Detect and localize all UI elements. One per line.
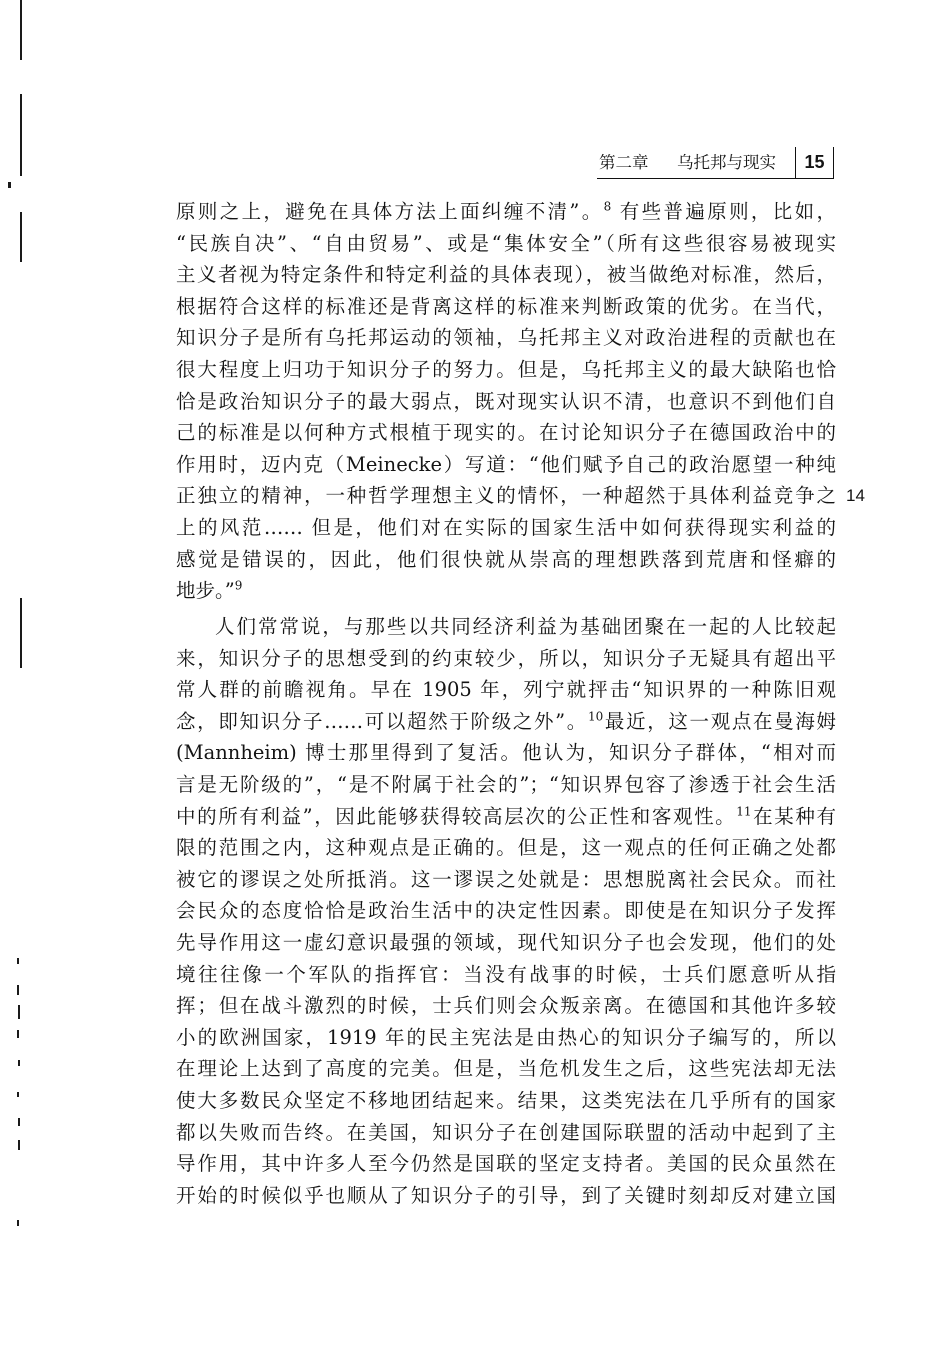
- text-line: 上的风范…… 但是，他们对在实际的国家生活中如何获得现实利益的: [176, 515, 836, 539]
- text-line: 己的标准是以何种方式根植于现实的。在讨论知识分子在德国政治中的: [176, 421, 836, 445]
- text-line: [176, 196, 836, 228]
- paragraph: [176, 196, 836, 607]
- scan-mark: [17, 1030, 19, 1038]
- footnote-ref: 8: [603, 199, 612, 214]
- footnote-ref: 10: [587, 709, 604, 724]
- text-line: 正独立的精神，一种哲学理想主义的情怀，一种超然于具体利益竞争之: [176, 484, 836, 508]
- chapter-title: 乌托邦与现实: [677, 153, 776, 172]
- text-line: 会民众的态度恰恰是政治生活中的决定性因素。即使是在知识分子发挥: [176, 899, 836, 923]
- text-line: 开始的时候似乎也顺从了知识分子的引导，到了关键时刻却反对建立国: [176, 1183, 836, 1207]
- text-segment: 在某种有: [751, 804, 836, 828]
- text-segment: 中的所有利益”，因此能够获得较高层次的公正性和客观性。: [176, 804, 737, 828]
- scan-mark: [18, 1118, 20, 1126]
- text-line: 被它的谬误之处所抵消。这一谬误之处就是：思想脱离社会民众。而社: [176, 867, 836, 891]
- text-line: 境往往像一个军队的指挥官：当没有战事的时候，士兵们愿意听从指: [176, 962, 836, 986]
- chapter-label: 第二章: [599, 153, 649, 172]
- scan-mark: [18, 1060, 20, 1066]
- scan-mark: [18, 1005, 20, 1019]
- text-segment: 最近，这一观点在曼海姆: [603, 709, 836, 733]
- page-number: 15: [795, 147, 834, 178]
- body-text: [176, 196, 836, 1211]
- text-line: 使大多数民众坚定不移地团结起来。结果，这类宪法在几乎所有的国家: [176, 1089, 836, 1113]
- text-line: 来，知识分子的思想受到的约束较少，所以，知识分子无疑具有超出平: [176, 646, 836, 670]
- text-line: 恰是政治知识分子的最大弱点，既对现实认识不清，也意识不到他们自: [176, 389, 836, 413]
- text-line: 人们常常说，与那些以共同经济利益为基础团聚在一起的人比较起: [215, 615, 836, 639]
- text-line: 很大程度上归功于知识分子的努力。但是，乌托邦主义的最大缺陷也恰: [176, 357, 836, 381]
- footnote-ref: 11: [736, 804, 752, 819]
- text-line: [176, 706, 836, 738]
- text-line: “民族自决”、“自由贸易”、或是“集体安全”（所有这些很容易被现实: [176, 231, 836, 255]
- text-line: (Mannheim) 博士那里得到了复活。他认为，知识分子群体，“相对而: [176, 741, 836, 765]
- scan-mark: [20, 94, 22, 176]
- text-line: [176, 801, 836, 833]
- scan-mark: [8, 182, 11, 188]
- scan-mark: [17, 985, 19, 995]
- scan-mark: [17, 958, 19, 964]
- text-line: 作用时，迈内克（Meinecke）写道：“他们赋予自己的政治愿望一种纯: [176, 452, 836, 476]
- footnote-ref: 9: [234, 578, 243, 593]
- text-line: 先导作用这一虚幻意识最强的领域，现代知识分子也会发现，他们的处: [176, 931, 836, 955]
- scan-mark: [20, 212, 22, 262]
- text-line: 常人群的前瞻视角。早在 1905 年，列宁就抨击“知识界的一种陈旧观: [176, 678, 836, 702]
- scan-mark: [17, 1092, 19, 1097]
- margin-page-number: 14: [846, 486, 865, 506]
- scan-mark: [20, 0, 22, 60]
- scan-mark: [20, 598, 22, 668]
- scan-mark: [18, 1140, 20, 1150]
- text-line: 都以失败而告终。在美国，知识分子在创建国际联盟的活动中起到了主: [176, 1120, 836, 1144]
- text-line: 导作用，其中许多人至今仍然是国联的坚定支持者。美国的民众虽然在: [176, 1152, 836, 1176]
- text-segment: 地步。”: [176, 579, 235, 603]
- text-line: 限的范围之内，这种观点是正确的。但是，这一观点的任何正确之处都: [176, 836, 836, 860]
- text-line: 感觉是错误的，因此，他们很快就从崇高的理想跌落到荒唐和怪癖的: [176, 547, 836, 571]
- text-line: 主义者视为特定条件和特定利益的具体表现），被当做绝对标准，然后，: [176, 263, 836, 287]
- text-line: [176, 575, 836, 607]
- running-head: [597, 147, 834, 179]
- scan-mark: [17, 1220, 19, 1226]
- text-line: 在理论上达到了高度的完美。但是，当危机发生之后，这些宪法却无法: [176, 1057, 836, 1081]
- text-segment: 原则之上，避免在具体方法上面纠缠不清”。: [176, 200, 604, 223]
- text-line: 挥；但在战斗激烈的时候，士兵们则会众叛亲离。在德国和其他许多较: [176, 994, 836, 1018]
- text-line: 根据符合这样的标准还是背离这样的标准来判断政策的优劣。在当代，: [176, 294, 836, 318]
- text-line: 小的欧洲国家，1919 年的民主宪法是由热心的知识分子编写的，所以: [176, 1025, 836, 1049]
- text-segment: 有些普遍原则，比如，: [611, 200, 836, 223]
- text-line: 知识分子是所有乌托邦运动的领袖，乌托邦主义对政治进程的贡献也在: [176, 326, 836, 350]
- paragraph: [176, 611, 836, 1211]
- text-segment: 念，即知识分子……可以超然于阶级之外”。: [176, 709, 588, 733]
- text-line: 言是无阶级的”，“是不附属于社会的”；“知识界包容了渗透于社会生活: [176, 773, 836, 797]
